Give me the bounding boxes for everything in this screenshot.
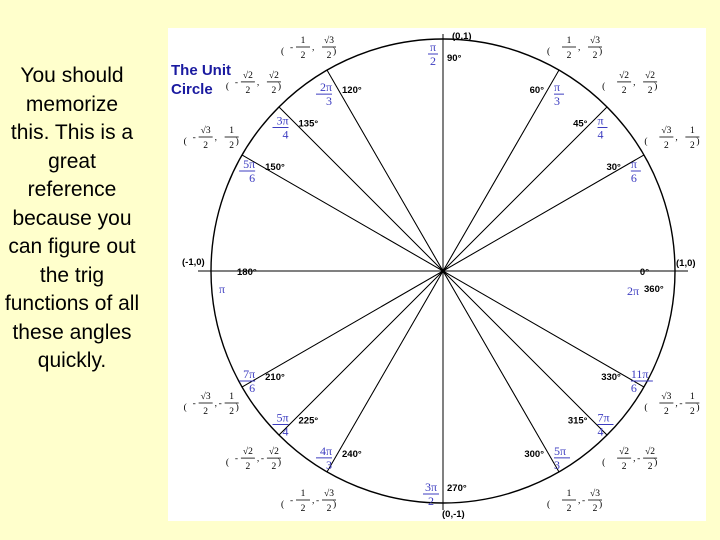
degree-label: 210°	[265, 372, 285, 383]
radian-numerator: π	[597, 113, 604, 128]
degree-label: 90°	[447, 53, 462, 64]
close-paren: )	[654, 81, 658, 92]
point-top: (0,1)	[452, 31, 472, 42]
open-paren: (	[225, 81, 230, 92]
x-sign: -	[192, 399, 196, 409]
radian-denominator: 4	[282, 424, 289, 439]
x-denominator: 2	[621, 462, 627, 473]
x-sign: -	[234, 77, 239, 88]
point-bottom: (0,-1)	[442, 509, 465, 520]
coordinate-label-240	[281, 488, 336, 514]
radian-denominator: 3	[554, 94, 560, 109]
radian-numerator: 5π	[554, 443, 567, 458]
angle-label-30	[606, 157, 640, 185]
open-paren: (	[644, 403, 648, 413]
y-numerator: √2	[268, 70, 279, 81]
radian-label: π	[218, 282, 225, 296]
degree-label: 0°	[639, 267, 649, 278]
open-paren: (	[602, 458, 606, 469]
angle-label-150	[239, 157, 285, 185]
coordinate-comma: ,	[633, 77, 636, 88]
radian-denominator: 4	[597, 127, 604, 142]
close-paren: )	[235, 137, 239, 147]
open-paren: (	[602, 81, 606, 92]
close-paren: )	[599, 47, 603, 57]
open-paren: (	[281, 500, 285, 510]
angle-label-300	[524, 444, 570, 472]
point-right: (1,0)	[676, 258, 696, 269]
close-paren: )	[599, 500, 603, 510]
coordinate-label-315	[602, 446, 657, 472]
coordinate-comma: ,	[578, 496, 581, 506]
y-numerator: 1	[229, 392, 235, 402]
coordinate-label-225	[226, 446, 281, 472]
coordinate-comma: ,	[675, 133, 678, 143]
close-paren: )	[654, 458, 658, 469]
coordinate-label-150	[184, 125, 239, 151]
degree-label: 180°	[237, 267, 257, 278]
y-denominator: 2	[647, 85, 653, 96]
y-numerator: √2	[268, 447, 279, 458]
open-paren: (	[225, 458, 230, 469]
coordinate-comma: ,	[578, 43, 581, 53]
y-denominator: 2	[592, 51, 598, 61]
radian-numerator: 11π	[630, 367, 649, 381]
y-numerator: √3	[324, 489, 334, 499]
close-paren: )	[235, 403, 239, 413]
angle-label-60	[530, 80, 564, 108]
x-numerator: √2	[619, 447, 630, 458]
x-numerator: √3	[661, 126, 672, 136]
radian-numerator: 5π	[276, 410, 289, 425]
y-numerator: √3	[324, 36, 334, 46]
coordinate-comma: ,	[214, 399, 218, 409]
coordinate-comma: ,	[633, 454, 636, 465]
angle-label-330	[601, 367, 653, 395]
x-sign: -	[192, 133, 196, 143]
degree-label: 135°	[298, 118, 319, 130]
x-numerator: 1	[300, 489, 306, 499]
radian-denominator: 2	[430, 54, 436, 68]
radian-denominator: 3	[554, 457, 560, 472]
radian-numerator: π	[630, 157, 637, 171]
coordinate-label-330	[644, 391, 699, 417]
radian-numerator: π	[554, 80, 561, 95]
y-sign: -	[260, 454, 265, 465]
y-denominator: 2	[271, 462, 277, 473]
x-denominator: 2	[566, 504, 572, 514]
y-denominator: 2	[689, 407, 695, 417]
point-left: (-1,0)	[182, 257, 205, 268]
x-denominator: 2	[663, 141, 669, 151]
y-denominator: 2	[229, 141, 235, 151]
degree-label: 315°	[567, 415, 588, 427]
close-paren: )	[333, 500, 337, 510]
coordinate-comma: ,	[675, 399, 678, 409]
open-paren: (	[547, 47, 551, 57]
open-paren: (	[183, 403, 187, 413]
radian-numerator: π	[429, 40, 437, 54]
x-sign: -	[290, 43, 294, 53]
radian-denominator: 3	[326, 94, 332, 109]
coordinate-comma: ,	[256, 77, 260, 88]
close-paren: )	[277, 458, 282, 469]
x-numerator: 1	[566, 489, 572, 499]
radian-numerator: 3π	[276, 113, 289, 128]
y-numerator: √2	[645, 447, 656, 458]
radian-label: 2π	[627, 284, 640, 298]
degree-label: 120°	[342, 85, 362, 97]
open-paren: (	[281, 47, 285, 57]
angle-label-210	[239, 367, 285, 395]
unit-circle-diagram	[168, 28, 706, 521]
y-numerator: √3	[590, 489, 600, 499]
coordinate-comma: ,	[312, 496, 315, 506]
coordinate-label-60	[547, 35, 602, 61]
x-numerator: √3	[200, 392, 211, 402]
radian-denominator: 6	[630, 171, 637, 185]
radian-denominator: 6	[249, 381, 256, 395]
x-denominator: 2	[245, 462, 251, 473]
angle-label-90	[428, 40, 462, 68]
radian-denominator: 3	[326, 457, 332, 472]
coordinate-label-135	[226, 70, 281, 96]
x-denominator: 2	[663, 407, 669, 417]
angle-label-135	[273, 114, 319, 142]
degree-label: 30°	[606, 162, 621, 173]
radian-numerator: 7π	[597, 410, 610, 425]
x-numerator: √3	[200, 126, 211, 136]
radian-denominator: 6	[630, 381, 637, 395]
x-denominator: 2	[300, 51, 306, 61]
y-numerator: √2	[645, 70, 656, 81]
coordinate-label-210	[184, 391, 239, 417]
x-numerator: 1	[566, 36, 572, 46]
radian-numerator: 3π	[424, 480, 438, 494]
radian-numerator: 2π	[319, 80, 332, 95]
close-paren: )	[696, 137, 700, 147]
x-denominator: 2	[566, 51, 572, 61]
coordinate-labels	[184, 35, 700, 514]
x-denominator: 2	[203, 141, 209, 151]
y-denominator: 2	[592, 504, 598, 514]
radian-numerator: 4π	[319, 443, 332, 458]
close-paren: )	[277, 81, 282, 92]
degree-label: 45°	[573, 118, 588, 130]
x-numerator: √2	[242, 70, 253, 81]
angle-label-120	[316, 80, 362, 108]
x-numerator: 1	[300, 36, 306, 46]
angle-label-45	[573, 114, 607, 142]
y-sign: -	[637, 454, 641, 465]
x-denominator: 2	[245, 85, 251, 96]
degree-label: 300°	[524, 448, 544, 460]
y-denominator: 2	[326, 51, 332, 61]
y-numerator: 1	[689, 392, 695, 402]
y-denominator: 2	[647, 462, 653, 473]
diagram-title-line2: Circle	[171, 81, 213, 98]
y-denominator: 2	[271, 85, 277, 96]
unit-circle-panel	[168, 28, 706, 521]
y-sign: -	[679, 399, 683, 409]
degree-label: 270°	[447, 483, 467, 494]
coordinate-comma: ,	[256, 454, 260, 465]
y-denominator: 2	[326, 504, 332, 514]
y-sign: -	[316, 496, 320, 506]
coordinate-label-30	[644, 125, 699, 151]
y-numerator: 1	[229, 126, 235, 136]
radian-numerator: 5π	[243, 157, 256, 171]
x-sign: -	[290, 496, 294, 506]
x-denominator: 2	[300, 504, 306, 514]
degree-label: 150°	[265, 162, 285, 173]
radian-denominator: 2	[428, 494, 434, 508]
degree-label: 240°	[342, 448, 362, 460]
x-numerator: √3	[661, 392, 672, 402]
x-numerator: √2	[619, 70, 630, 81]
diagram-title-line1: The Unit	[171, 62, 231, 79]
y-denominator: 2	[689, 141, 695, 151]
radian-denominator: 6	[249, 171, 256, 185]
y-denominator: 2	[229, 407, 235, 417]
radian-denominator: 4	[597, 424, 604, 439]
radian-denominator: 4	[282, 127, 289, 142]
coordinate-comma: ,	[312, 43, 315, 53]
degree-label-360: 360°	[644, 284, 664, 295]
coordinate-label-45	[602, 70, 657, 96]
coordinate-label-120	[281, 35, 336, 61]
open-paren: (	[547, 500, 551, 510]
sidebar-text: You should memorize this. This is a great reference because you can figure out the trig functions of all these angles quickly.	[4, 64, 140, 372]
radian-numerator: 7π	[243, 367, 256, 381]
x-denominator: 2	[621, 85, 627, 96]
angle-label-240	[316, 444, 362, 472]
angle-label-270	[423, 480, 467, 508]
coordinate-comma: ,	[214, 133, 218, 143]
open-paren: (	[183, 137, 187, 147]
y-numerator: √3	[590, 36, 600, 46]
x-numerator: √2	[242, 447, 253, 458]
x-sign: -	[234, 454, 239, 465]
y-sign: -	[218, 399, 222, 409]
y-numerator: 1	[689, 126, 695, 136]
degree-label: 330°	[601, 372, 621, 383]
y-sign: -	[582, 496, 586, 506]
coordinate-label-300	[547, 488, 602, 514]
x-denominator: 2	[203, 407, 209, 417]
open-paren: (	[644, 137, 648, 147]
degree-label: 60°	[529, 85, 544, 97]
close-paren: )	[696, 403, 700, 413]
degree-label: 225°	[298, 415, 319, 427]
close-paren: )	[333, 47, 337, 57]
